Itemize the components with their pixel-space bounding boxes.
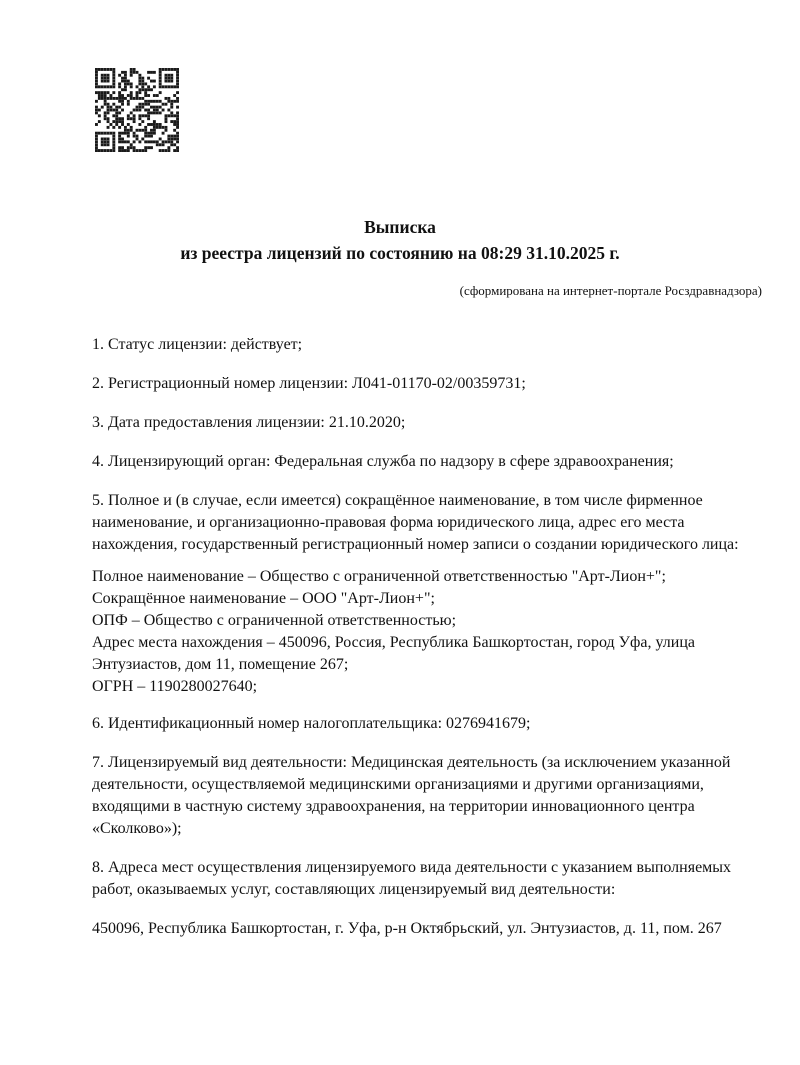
- org-short-name: Сокращённое наименование – ООО "Арт-Лион+";: [92, 590, 435, 607]
- activity-address: 450096, Республика Башкортостан, г. Уфа, р-н Октябрьский, ул. Энтузиастов, д. 11, пом. 267: [92, 920, 722, 937]
- title-line-2: из реестра лицензий по состоянию на 08:29 31.10.2025 г.: [180, 243, 620, 263]
- item-licensed-activity: 7. Лицензируемый вид деятельности: Медицинская деятельность (за исключением указанной деятельности, осуществляемой медицинскими организациями и другими организациями, входящими в частную систему здравоохранения, на территории инновационного центра «Сколково»);: [92, 754, 731, 837]
- item-license-status: 1. Статус лицензии: действует;: [92, 336, 303, 353]
- organization-details: [92, 566, 766, 698]
- item-name-heading: 5. Полное и (в случае, если имеется) сокращённое наименование, в том числе фирменное наименование, и организационно-правовая форма юридического лица, адрес его места нахождения, государственный регистрационный номер записи о создании юридического лица:: [92, 492, 739, 553]
- generated-on-portal-note: (сформирована на интернет-портале Росздравнадзора): [459, 283, 762, 298]
- org-full-name: Полное наименование – Общество с ограниченной ответственностью "Арт-Лион+";: [92, 568, 666, 585]
- item-grant-date: 3. Дата предоставления лицензии: 21.10.2020;: [92, 414, 406, 431]
- document-title: [0, 214, 800, 266]
- org-legal-form: ОПФ – Общество с ограниченной ответственностью;: [92, 612, 457, 629]
- title-line-1: Выписка: [364, 217, 436, 237]
- item-addresses-heading: 8. Адреса мест осуществления лицензируемого вида деятельности с указанием выполняемых работ, оказываемых услуг, составляющих лицензируемый вид деятельности:: [92, 859, 732, 898]
- item-taxpayer-number: 6. Идентификационный номер налогоплательщика: 0276941679;: [92, 715, 531, 732]
- org-ogrn: ОГРН – 1190280027640;: [92, 678, 258, 695]
- qr-code: [95, 68, 179, 152]
- org-address: Адрес места нахождения – 450096, Россия, Республика Башкортостан, город Уфа, улица Энтузиастов, дом 11, помещение 267;: [92, 634, 695, 673]
- item-licensing-authority: 4. Лицензирующий орган: Федеральная служба по надзору в сфере здравоохранения;: [92, 453, 674, 470]
- item-registration-number: 2. Регистрационный номер лицензии: Л041-01170-02/00359731;: [92, 375, 526, 392]
- document-body: [92, 334, 766, 940]
